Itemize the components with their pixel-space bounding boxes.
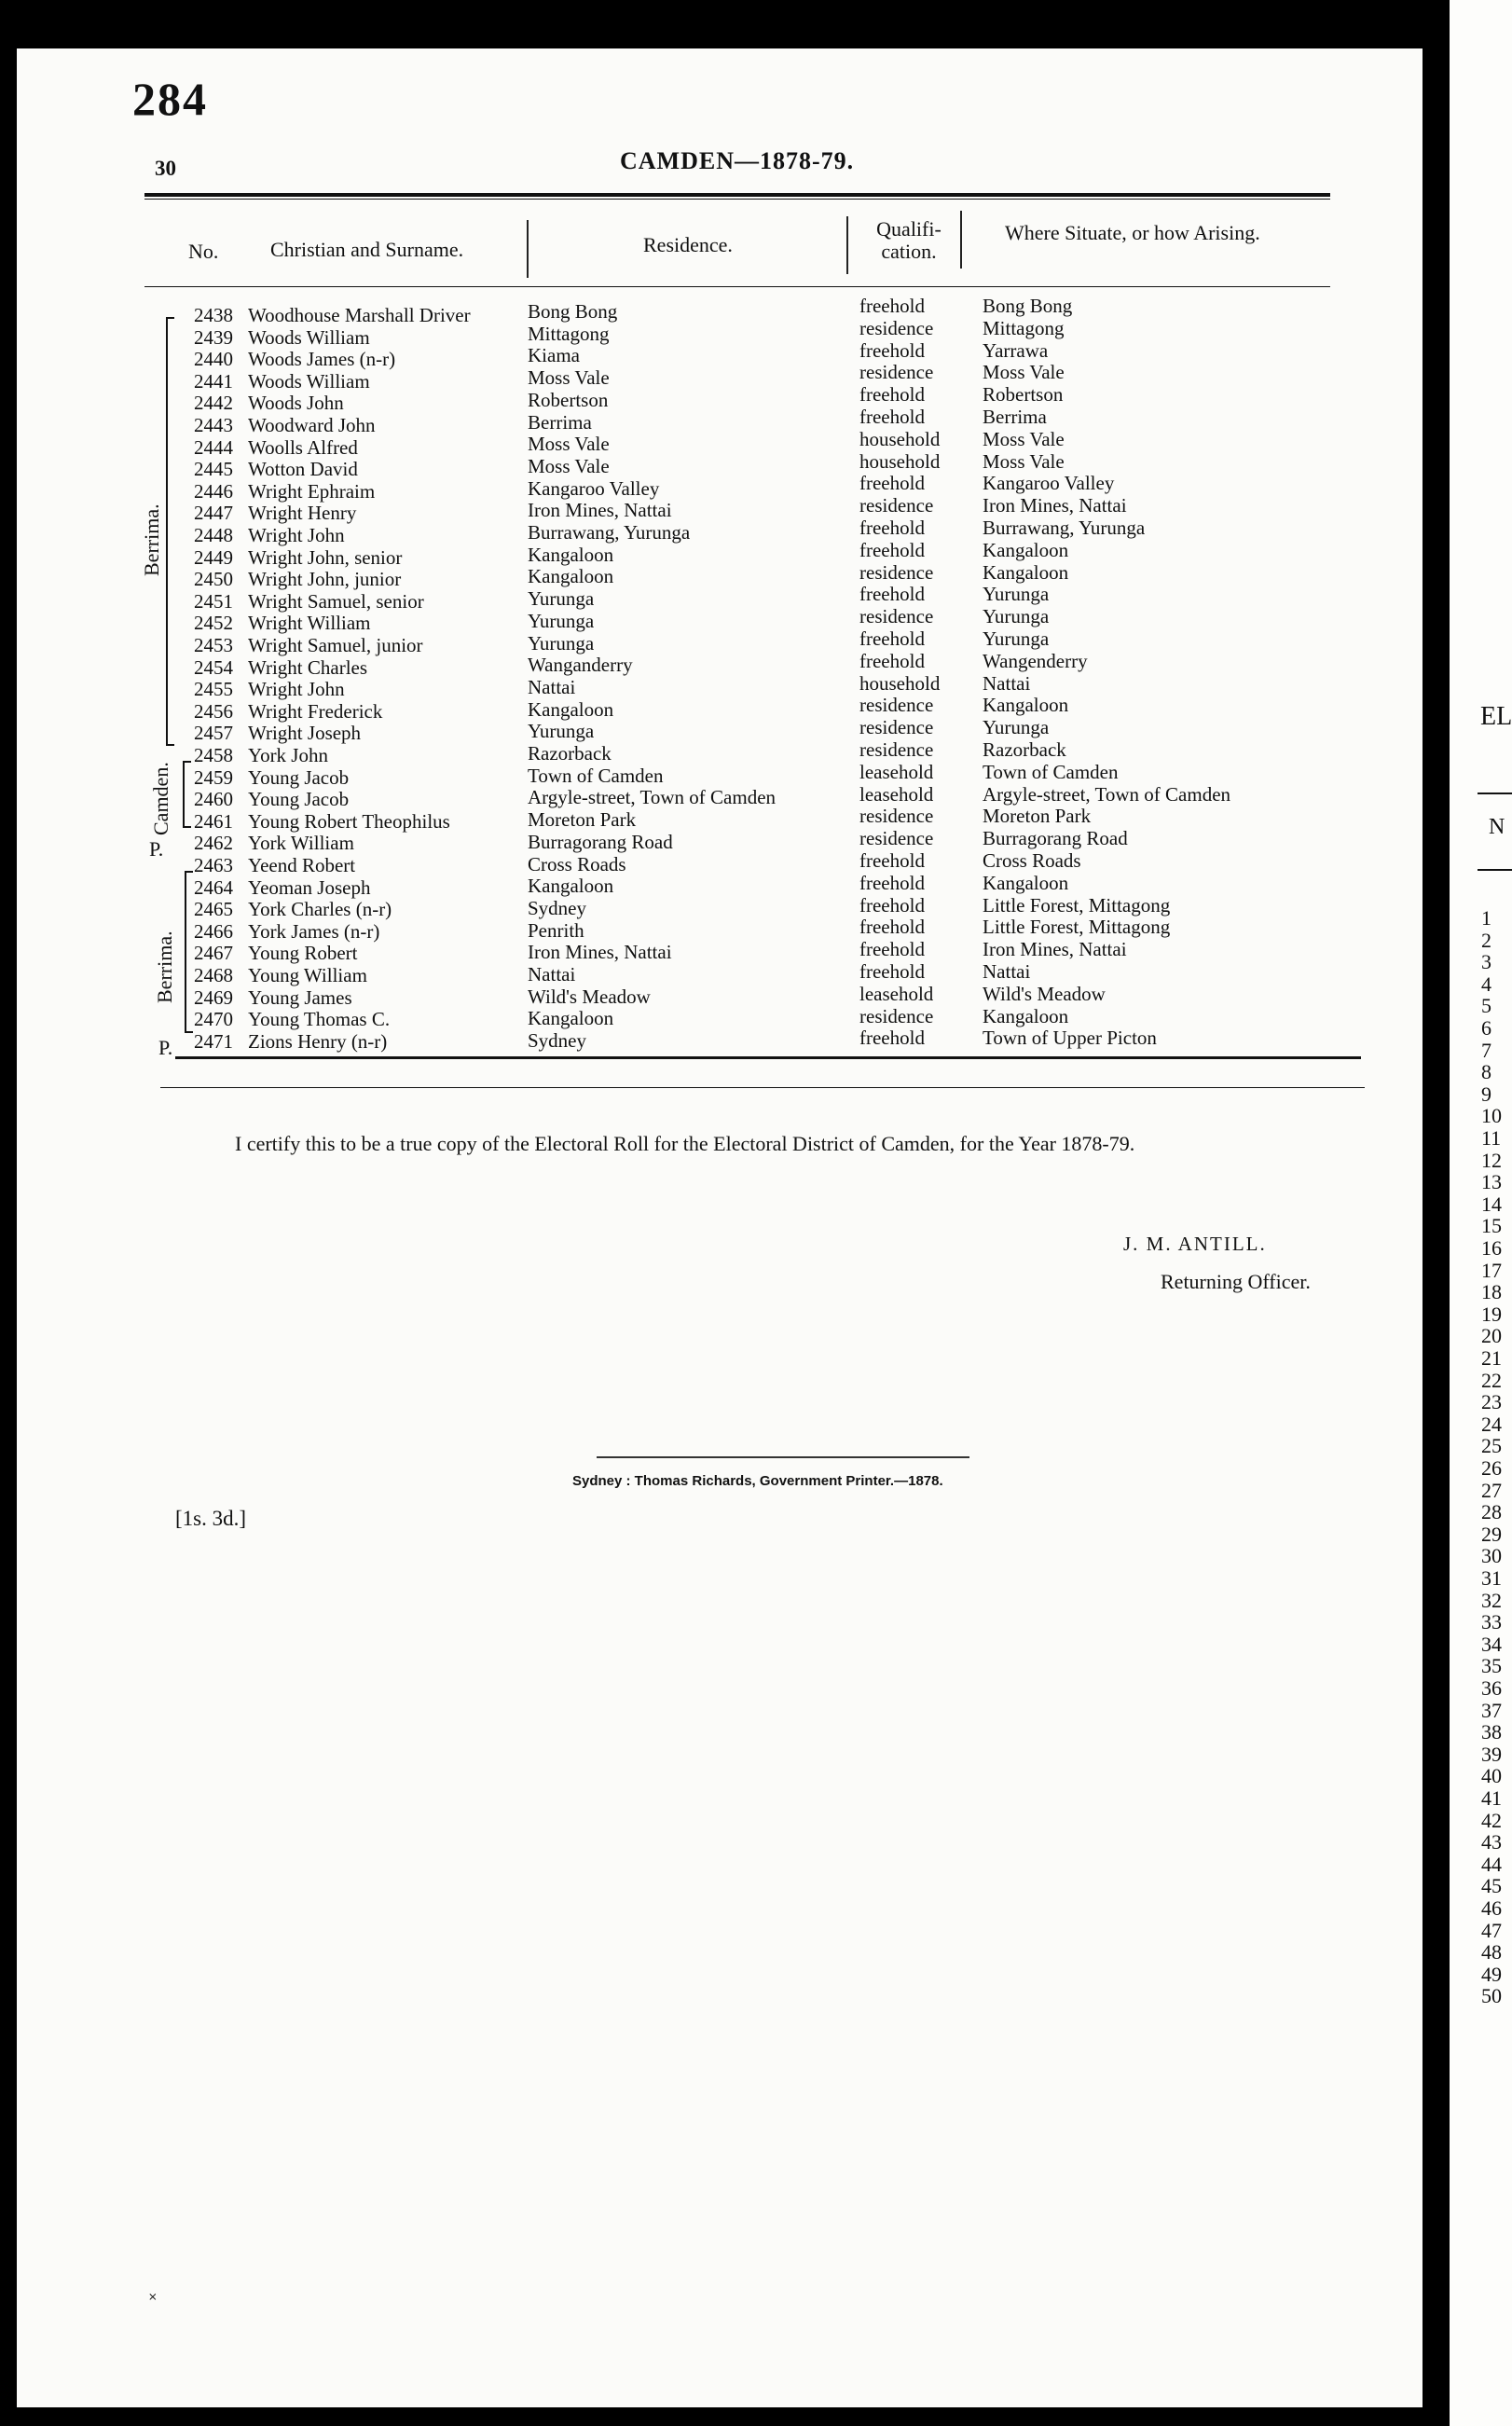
table-row: [0, 893, 1512, 921]
adjacent-row-number: 49: [1481, 1962, 1502, 1986]
qualification-cell: freehold: [859, 406, 925, 428]
residence-cell: Wild's Meadow: [528, 985, 651, 1008]
adjacent-row-number: 12: [1481, 1148, 1502, 1172]
table-row: [0, 849, 1512, 877]
voter-name: Yeend Robert: [248, 854, 356, 876]
voter-name: Wright William: [248, 612, 371, 635]
where-situate-cell: Kangaloon: [983, 694, 1069, 717]
adjacent-row-number: 43: [1481, 1830, 1502, 1854]
row-number: 2457: [194, 722, 233, 745]
where-situate-cell: Kangaloon: [983, 1004, 1069, 1027]
adjacent-row-number: 20: [1481, 1324, 1502, 1348]
voter-name: Yeoman Joseph: [248, 875, 371, 899]
page-number: 284: [132, 73, 208, 125]
adjacent-row-number: 10: [1481, 1104, 1502, 1128]
voter-name: Woodward John: [248, 414, 376, 436]
row-number: 2463: [194, 854, 233, 876]
voter-name: Wright Ephraim: [248, 479, 376, 503]
qualification-cell: residence: [859, 827, 934, 850]
qualification-cell: freehold: [859, 295, 925, 317]
residence-cell: Penrith: [528, 918, 584, 942]
qualification-cell: residence: [859, 738, 934, 761]
adjacent-row-number: 3: [1481, 950, 1491, 974]
header-top-rule: [144, 193, 1330, 197]
qualification-cell: freehold: [859, 1027, 925, 1050]
where-situate-cell: Nattai: [983, 960, 1031, 983]
residence-cell: Kangaroo Valley: [528, 476, 660, 500]
qualification-cell: freehold: [859, 916, 925, 939]
table-row: [0, 538, 1512, 570]
qualification-cell: freehold: [859, 338, 925, 362]
residence-cell: Kiama: [528, 344, 580, 367]
voter-name: Young Thomas C.: [248, 1008, 391, 1031]
adjacent-header-fragment: EL: [1480, 702, 1512, 731]
adjacent-row-number: 17: [1481, 1258, 1502, 1282]
adjacent-row-number: 42: [1481, 1808, 1502, 1832]
column-separator: [846, 216, 848, 274]
where-situate-cell: Town of Upper Picton: [983, 1027, 1157, 1050]
qualification-cell: freehold: [859, 583, 925, 606]
adjacent-row-number: 6: [1481, 1016, 1491, 1040]
qualification-cell: leasehold: [859, 782, 934, 806]
table-row: [0, 805, 1512, 834]
qualification-cell: residence: [859, 316, 934, 339]
residence-cell: Town of Camden: [528, 764, 664, 787]
certification-statement: I certify this to be a true copy of the Electoral Roll for the Electoral District of Camden, for the Year 1878-79.: [235, 1132, 1135, 1155]
where-situate-cell: Mittagong: [983, 316, 1065, 339]
residence-cell: Robertson: [528, 388, 609, 411]
adjacent-row-number: 22: [1481, 1368, 1502, 1392]
qualification-cell: freehold: [859, 871, 925, 894]
row-number: 2440: [194, 348, 233, 371]
residence-cell: Moss Vale: [528, 366, 610, 390]
qualification-cell: freehold: [859, 627, 925, 650]
group-brace-camden: [183, 761, 185, 828]
adjacent-row-number: 21: [1481, 1346, 1502, 1370]
qualification-cell: freehold: [859, 893, 925, 917]
voter-name: Young William: [248, 964, 367, 986]
adjacent-row-number: 19: [1481, 1302, 1502, 1326]
sub-page-number: 30: [155, 157, 176, 180]
adjacent-row-number: 34: [1481, 1632, 1502, 1656]
qualification-cell: freehold: [859, 383, 925, 407]
adjacent-row-number: 2: [1481, 928, 1491, 952]
column-header-no: No.: [188, 240, 219, 263]
row-number: 2459: [194, 765, 233, 789]
row-number: 2441: [194, 369, 233, 393]
where-situate-cell: Bong Bong: [983, 295, 1073, 317]
row-number: 2449: [194, 545, 233, 569]
column-header-qualification: Qualifi- cation.: [876, 217, 942, 263]
residence-cell: Kangaloon: [528, 1007, 614, 1030]
row-number: 2445: [194, 458, 233, 481]
table-row: [0, 671, 1512, 701]
where-situate-cell: Robertson: [983, 383, 1064, 407]
residence-cell: Bong Bong: [528, 300, 618, 323]
adjacent-row-number: 37: [1481, 1698, 1502, 1722]
adjacent-row-number: 32: [1481, 1588, 1502, 1612]
where-situate-cell: Wangenderry: [983, 649, 1088, 672]
adjacent-row-number: 33: [1481, 1610, 1502, 1634]
residence-cell: Nattai: [528, 675, 576, 698]
where-situate-cell: Moss Vale: [983, 361, 1065, 384]
residence-cell: Moss Vale: [528, 454, 610, 477]
where-situate-cell: Argyle-street, Town of Camden: [983, 782, 1231, 806]
column-separator: [960, 211, 962, 269]
residence-cell: Moss Vale: [528, 433, 610, 456]
row-number: 2442: [194, 392, 233, 415]
row-number: 2446: [194, 479, 233, 503]
row-number: 2438: [194, 304, 233, 326]
table-bottom-rule-thin: [160, 1087, 1365, 1088]
residence-cell: Kangaloon: [528, 697, 614, 721]
table-row: [0, 583, 1512, 613]
adjacent-row-number: 30: [1481, 1544, 1502, 1568]
row-number: 2448: [194, 524, 233, 546]
residence-cell: Cross Roads: [528, 852, 626, 875]
row-number: 2469: [194, 986, 233, 1009]
page-title: CAMDEN—1878-79.: [620, 147, 855, 174]
where-situate-cell: Yarrawa: [983, 338, 1049, 362]
row-number: 2458: [194, 744, 233, 766]
qualification-cell: freehold: [859, 517, 925, 539]
residence-cell: Iron Mines, Nattai: [528, 941, 672, 964]
adjacent-row-number: 36: [1481, 1676, 1502, 1700]
voter-name: Young Jacob: [248, 765, 350, 789]
group-label-camden: Camden.: [149, 762, 172, 835]
group-label-berrima-2: Berrima.: [153, 930, 176, 1003]
residence-cell: Kangaloon: [528, 875, 614, 898]
residence-cell: Burragorang Road: [528, 830, 673, 853]
adjacent-row-number: 48: [1481, 1940, 1502, 1964]
row-number: 2454: [194, 655, 233, 679]
voter-name: Young Robert Theophilus: [248, 809, 450, 833]
table-row: [0, 916, 1512, 944]
adjacent-row-number: 46: [1481, 1896, 1502, 1920]
voter-name: Wright Frederick: [248, 699, 383, 723]
adjacent-row-number: 26: [1481, 1456, 1502, 1480]
where-situate-cell: Yurunga: [983, 716, 1050, 739]
voter-name: York James (n-r): [248, 919, 380, 943]
residence-cell: Sydney: [528, 1029, 586, 1053]
residence-cell: Yurunga: [528, 587, 595, 611]
table-row: [0, 782, 1512, 811]
table-row: [0, 449, 1512, 481]
adjacent-row-number: 40: [1481, 1764, 1502, 1788]
table-row: [0, 560, 1512, 591]
where-situate-cell: Yurunga: [983, 605, 1050, 628]
voter-name: Woods William: [248, 369, 370, 393]
table-row: [0, 649, 1512, 680]
adjacent-row-number: 44: [1481, 1852, 1502, 1876]
row-number: 2470: [194, 1008, 233, 1031]
where-situate-cell: Berrima: [983, 406, 1047, 428]
adjacent-row-number: 18: [1481, 1280, 1502, 1304]
signer-name: J. M. ANTILL.: [1123, 1233, 1267, 1255]
qualification-cell: residence: [859, 494, 934, 517]
voter-name: York John: [248, 744, 328, 766]
adjacent-row-number: 27: [1481, 1478, 1502, 1502]
adjacent-row-number: 24: [1481, 1412, 1502, 1436]
voter-name: Young James: [248, 986, 352, 1009]
qualification-cell: residence: [859, 716, 934, 739]
group-label-berrima: Berrima.: [140, 503, 163, 576]
where-situate-cell: Moss Vale: [983, 427, 1065, 450]
group-label-p-2: P.: [158, 1036, 173, 1059]
row-number: 2452: [194, 612, 233, 635]
where-situate-cell: Iron Mines, Nattai: [983, 938, 1127, 961]
row-number: 2462: [194, 832, 233, 855]
table-row: [0, 517, 1512, 547]
residence-cell: Mittagong: [528, 322, 610, 345]
adjacent-row-number: 31: [1481, 1566, 1502, 1590]
where-situate-cell: Nattai: [983, 671, 1031, 695]
table-row: [0, 361, 1512, 393]
voter-name: Wright Samuel, senior: [248, 589, 424, 613]
voter-name: Woods James (n-r): [248, 348, 396, 371]
adjacent-row-number: 29: [1481, 1522, 1502, 1546]
table-row: [0, 960, 1512, 987]
residence-cell: Wanganderry: [528, 654, 633, 677]
printer-rule: [597, 1456, 969, 1458]
where-situate-cell: Razorback: [983, 738, 1066, 761]
table-bottom-rule: [175, 1056, 1361, 1059]
where-situate-cell: Cross Roads: [983, 849, 1081, 872]
voter-name: Wright John: [248, 678, 345, 701]
voter-name: Wright John, junior: [248, 568, 402, 591]
qualification-cell: residence: [859, 805, 934, 828]
adjacent-row-number: 4: [1481, 972, 1491, 996]
table-row: [0, 938, 1512, 965]
adjacent-row-number: 7: [1481, 1038, 1491, 1062]
row-number: 2471: [194, 1029, 233, 1053]
table-row: [0, 694, 1512, 724]
column-header-where: Where Situate, or how Arising.: [1005, 221, 1260, 244]
residence-cell: Yurunga: [528, 609, 595, 632]
row-number: 2466: [194, 919, 233, 943]
where-situate-cell: Kangaroo Valley: [983, 472, 1115, 495]
adjacent-row-number: 16: [1481, 1236, 1502, 1260]
residence-cell: Razorback: [528, 742, 612, 765]
table-row: [0, 871, 1512, 900]
row-number: 2464: [194, 875, 233, 899]
table-row: [0, 338, 1512, 371]
adjacent-row-number: 9: [1481, 1082, 1491, 1106]
adjacent-row-number: 13: [1481, 1170, 1502, 1194]
qualification-cell: freehold: [859, 849, 925, 872]
adjacent-row-number: 1: [1481, 906, 1491, 930]
voter-name: Wright Joseph: [248, 722, 362, 745]
row-number: 2465: [194, 898, 233, 921]
where-situate-cell: Iron Mines, Nattai: [983, 494, 1127, 517]
table-row: [0, 316, 1512, 350]
qualification-cell: freehold: [859, 960, 925, 983]
where-situate-cell: Burragorang Road: [983, 827, 1128, 850]
voter-name: Woods John: [248, 392, 344, 415]
adjacent-row-number: 14: [1481, 1192, 1502, 1216]
where-situate-cell: Moreton Park: [983, 805, 1092, 828]
residence-cell: Kangaloon: [528, 565, 614, 588]
residence-cell: Burrawang, Yurunga: [528, 521, 691, 544]
row-number: 2447: [194, 502, 233, 525]
voter-name: Wright John, senior: [248, 545, 403, 569]
group-brace-berrima: [166, 317, 168, 746]
qualification-cell: residence: [859, 560, 934, 584]
residence-cell: Nattai: [528, 963, 576, 986]
voter-name: Wright Samuel, junior: [248, 634, 423, 656]
row-number: 2455: [194, 678, 233, 701]
table-row: [0, 827, 1512, 855]
where-situate-cell: Town of Camden: [983, 760, 1119, 783]
table-row: [0, 1027, 1512, 1054]
row-number: 2461: [194, 809, 233, 833]
qualification-cell: residence: [859, 605, 934, 628]
where-situate-cell: Little Forest, Mittagong: [983, 916, 1171, 939]
voter-name: Wotton David: [248, 458, 358, 481]
adjacent-row-number: 45: [1481, 1874, 1502, 1898]
adjacent-row-number: 35: [1481, 1654, 1502, 1678]
residence-cell: Yurunga: [528, 631, 595, 655]
where-situate-cell: Kangaloon: [983, 560, 1069, 584]
voter-name: Wright Charles: [248, 655, 368, 679]
where-situate-cell: Yurunga: [983, 583, 1050, 606]
residence-cell: Iron Mines, Nattai: [528, 499, 672, 522]
qualification-cell: freehold: [859, 538, 925, 561]
voter-name: Young Jacob: [248, 788, 350, 811]
where-situate-cell: Yurunga: [983, 627, 1050, 650]
residence-cell: Moreton Park: [528, 808, 637, 832]
adjacent-row-number: 11: [1481, 1126, 1502, 1150]
row-number: 2450: [194, 568, 233, 591]
table-row: [0, 605, 1512, 635]
residence-cell: Sydney: [528, 896, 586, 919]
qualification-cell: freehold: [859, 472, 925, 495]
residence-cell: Kangaloon: [528, 543, 614, 566]
row-number: 2439: [194, 325, 233, 349]
table-row: [0, 383, 1512, 415]
adjacent-row-number: 23: [1481, 1390, 1502, 1414]
row-number: 2451: [194, 589, 233, 613]
qualification-cell: leasehold: [859, 760, 934, 783]
column-header-residence: Residence.: [643, 233, 733, 256]
row-number: 2444: [194, 435, 233, 459]
row-number: 2456: [194, 699, 233, 723]
where-situate-cell: Kangaloon: [983, 538, 1069, 561]
column-separator: [527, 220, 529, 278]
where-situate-cell: Burrawang, Yurunga: [983, 517, 1146, 539]
voter-name: Wright Henry: [248, 502, 357, 525]
price-mark: [1s. 3d.]: [175, 1507, 247, 1530]
qualification-cell: freehold: [859, 649, 925, 672]
qualification-cell: residence: [859, 1004, 934, 1027]
where-situate-cell: Wild's Meadow: [983, 982, 1106, 1005]
adjacent-column-fragment: N: [1489, 815, 1505, 839]
qualification-cell: household: [859, 671, 941, 695]
qualification-cell: household: [859, 427, 941, 450]
adjacent-row-number: 38: [1481, 1720, 1502, 1744]
where-situate-cell: Moss Vale: [983, 449, 1065, 473]
table-row: [0, 427, 1512, 460]
voter-name: Young Robert: [248, 942, 358, 965]
row-number: 2467: [194, 942, 233, 965]
table-row: [0, 627, 1512, 657]
qualification-cell: residence: [859, 694, 934, 717]
residence-cell: Yurunga: [528, 720, 595, 743]
adjacent-row-number: 5: [1481, 994, 1491, 1018]
where-situate-cell: Little Forest, Mittagong: [983, 893, 1171, 917]
adjacent-row-number: 8: [1481, 1060, 1491, 1084]
adjacent-row-number: 41: [1481, 1786, 1502, 1810]
group-label-p: P.: [149, 837, 164, 861]
voter-name: Woolls Alfred: [248, 435, 358, 459]
table-row: [0, 982, 1512, 1010]
stray-mark: ˟: [149, 2289, 157, 2311]
row-number: 2460: [194, 788, 233, 811]
header-top-rule-thin: [144, 199, 1330, 200]
adjacent-row-number: 50: [1481, 1984, 1502, 2008]
table-row: [0, 295, 1512, 327]
where-situate-cell: Kangaloon: [983, 871, 1069, 894]
voter-name: Wright John: [248, 524, 345, 546]
adjacent-row-number: 39: [1481, 1742, 1502, 1766]
adjacent-row-number: 47: [1481, 1918, 1502, 1942]
residence-cell: Berrima: [528, 410, 592, 434]
row-number: 2453: [194, 634, 233, 656]
adjacent-row-number: 15: [1481, 1214, 1502, 1238]
voter-name: Woodhouse Marshall Driver: [248, 304, 471, 326]
printer-imprint: Sydney : Thomas Richards, Government Printer.—1878.: [572, 1473, 943, 1489]
table-row: [0, 494, 1512, 525]
table-row: [0, 738, 1512, 767]
table-row: [0, 1004, 1512, 1031]
voter-name: Woods William: [248, 325, 370, 349]
voter-name: Zions Henry (n-r): [248, 1029, 388, 1053]
column-header-name: Christian and Surname.: [270, 238, 464, 261]
table-row: [0, 472, 1512, 503]
voter-name: York William: [248, 832, 354, 855]
table-row: [0, 406, 1512, 437]
qualification-cell: household: [859, 449, 941, 473]
row-number: 2443: [194, 414, 233, 436]
row-number: 2468: [194, 964, 233, 986]
qualification-cell: freehold: [859, 938, 925, 961]
qualification-cell: leasehold: [859, 982, 934, 1005]
adjacent-row-number: 25: [1481, 1434, 1502, 1458]
header-bottom-rule: [144, 286, 1330, 287]
voter-name: York Charles (n-r): [248, 898, 392, 921]
qualification-cell: residence: [859, 361, 934, 384]
residence-cell: Argyle-street, Town of Camden: [528, 786, 777, 809]
adjacent-row-number: 28: [1481, 1500, 1502, 1524]
signer-role: Returning Officer.: [1161, 1270, 1311, 1293]
group-brace-berrima-2: [185, 871, 186, 1033]
